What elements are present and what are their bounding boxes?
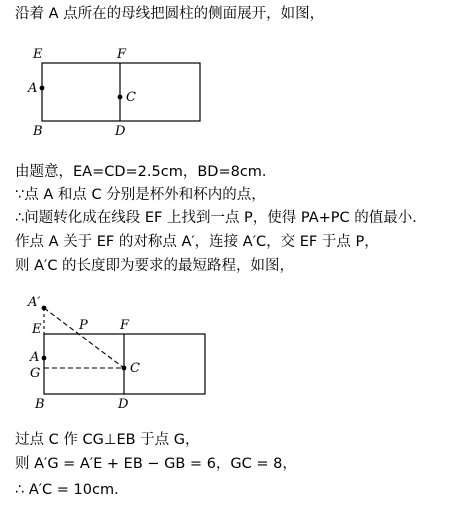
- line-perp: 过点 C 作 CG⊥EB 于点 G，: [15, 432, 200, 448]
- fig2-point-a: [42, 356, 47, 361]
- fig1-label-b: B: [33, 124, 43, 139]
- fig1-point-c: [118, 95, 123, 100]
- line-result: ∴ A′C = 10cm．: [15, 482, 129, 498]
- fig2-label-b: B: [35, 397, 45, 412]
- fig2-label-a: A: [30, 350, 40, 365]
- fig1-label-c: C: [126, 90, 136, 105]
- fig2-point-c: [122, 366, 127, 371]
- fig1-label-e: E: [33, 47, 43, 62]
- line-because: ∵点 A 和点 C 分别是杯外和杯内的点，: [15, 187, 266, 203]
- line-intro: 沿着 A 点所在的母线把圆柱的侧面展开，如图，: [15, 6, 325, 22]
- fig1-label-d: D: [115, 124, 126, 139]
- fig1-point-a: [40, 86, 45, 91]
- line-construct: 作点 A 关于 EF 的对称点 A′，连接 A′C，交 EF 于点 P，: [15, 234, 379, 250]
- fig2-label-p: P: [79, 318, 88, 333]
- fig2-label-e: E: [32, 322, 42, 337]
- fig2-label-c: C: [130, 361, 140, 376]
- line-therefore: ∴问题转化成在线段 EF 上找到一点 P，使得 PA+PC 的值最小．: [15, 210, 427, 226]
- line-calc: 则 A′G = A′E + EB − GB = 6，GC = 8，: [15, 456, 297, 472]
- fig2-label-f: F: [120, 318, 130, 333]
- fig2-label-a1: A′: [28, 295, 41, 310]
- fig2-label-g: G: [30, 366, 41, 381]
- line-given: 由题意，EA=CD=2.5cm，BD=8cm．: [15, 164, 277, 180]
- fig1-label-a: A: [28, 81, 38, 96]
- fig2-point-a1: [42, 306, 47, 311]
- line-conclusion: 则 A′C 的长度即为要求的最短路程，如图，: [15, 258, 295, 274]
- fig1-rectangle: [42, 63, 200, 121]
- fig2-label-d: D: [118, 397, 129, 412]
- fig2-line-a1c: [44, 308, 124, 368]
- fig1-label-f: F: [117, 47, 127, 62]
